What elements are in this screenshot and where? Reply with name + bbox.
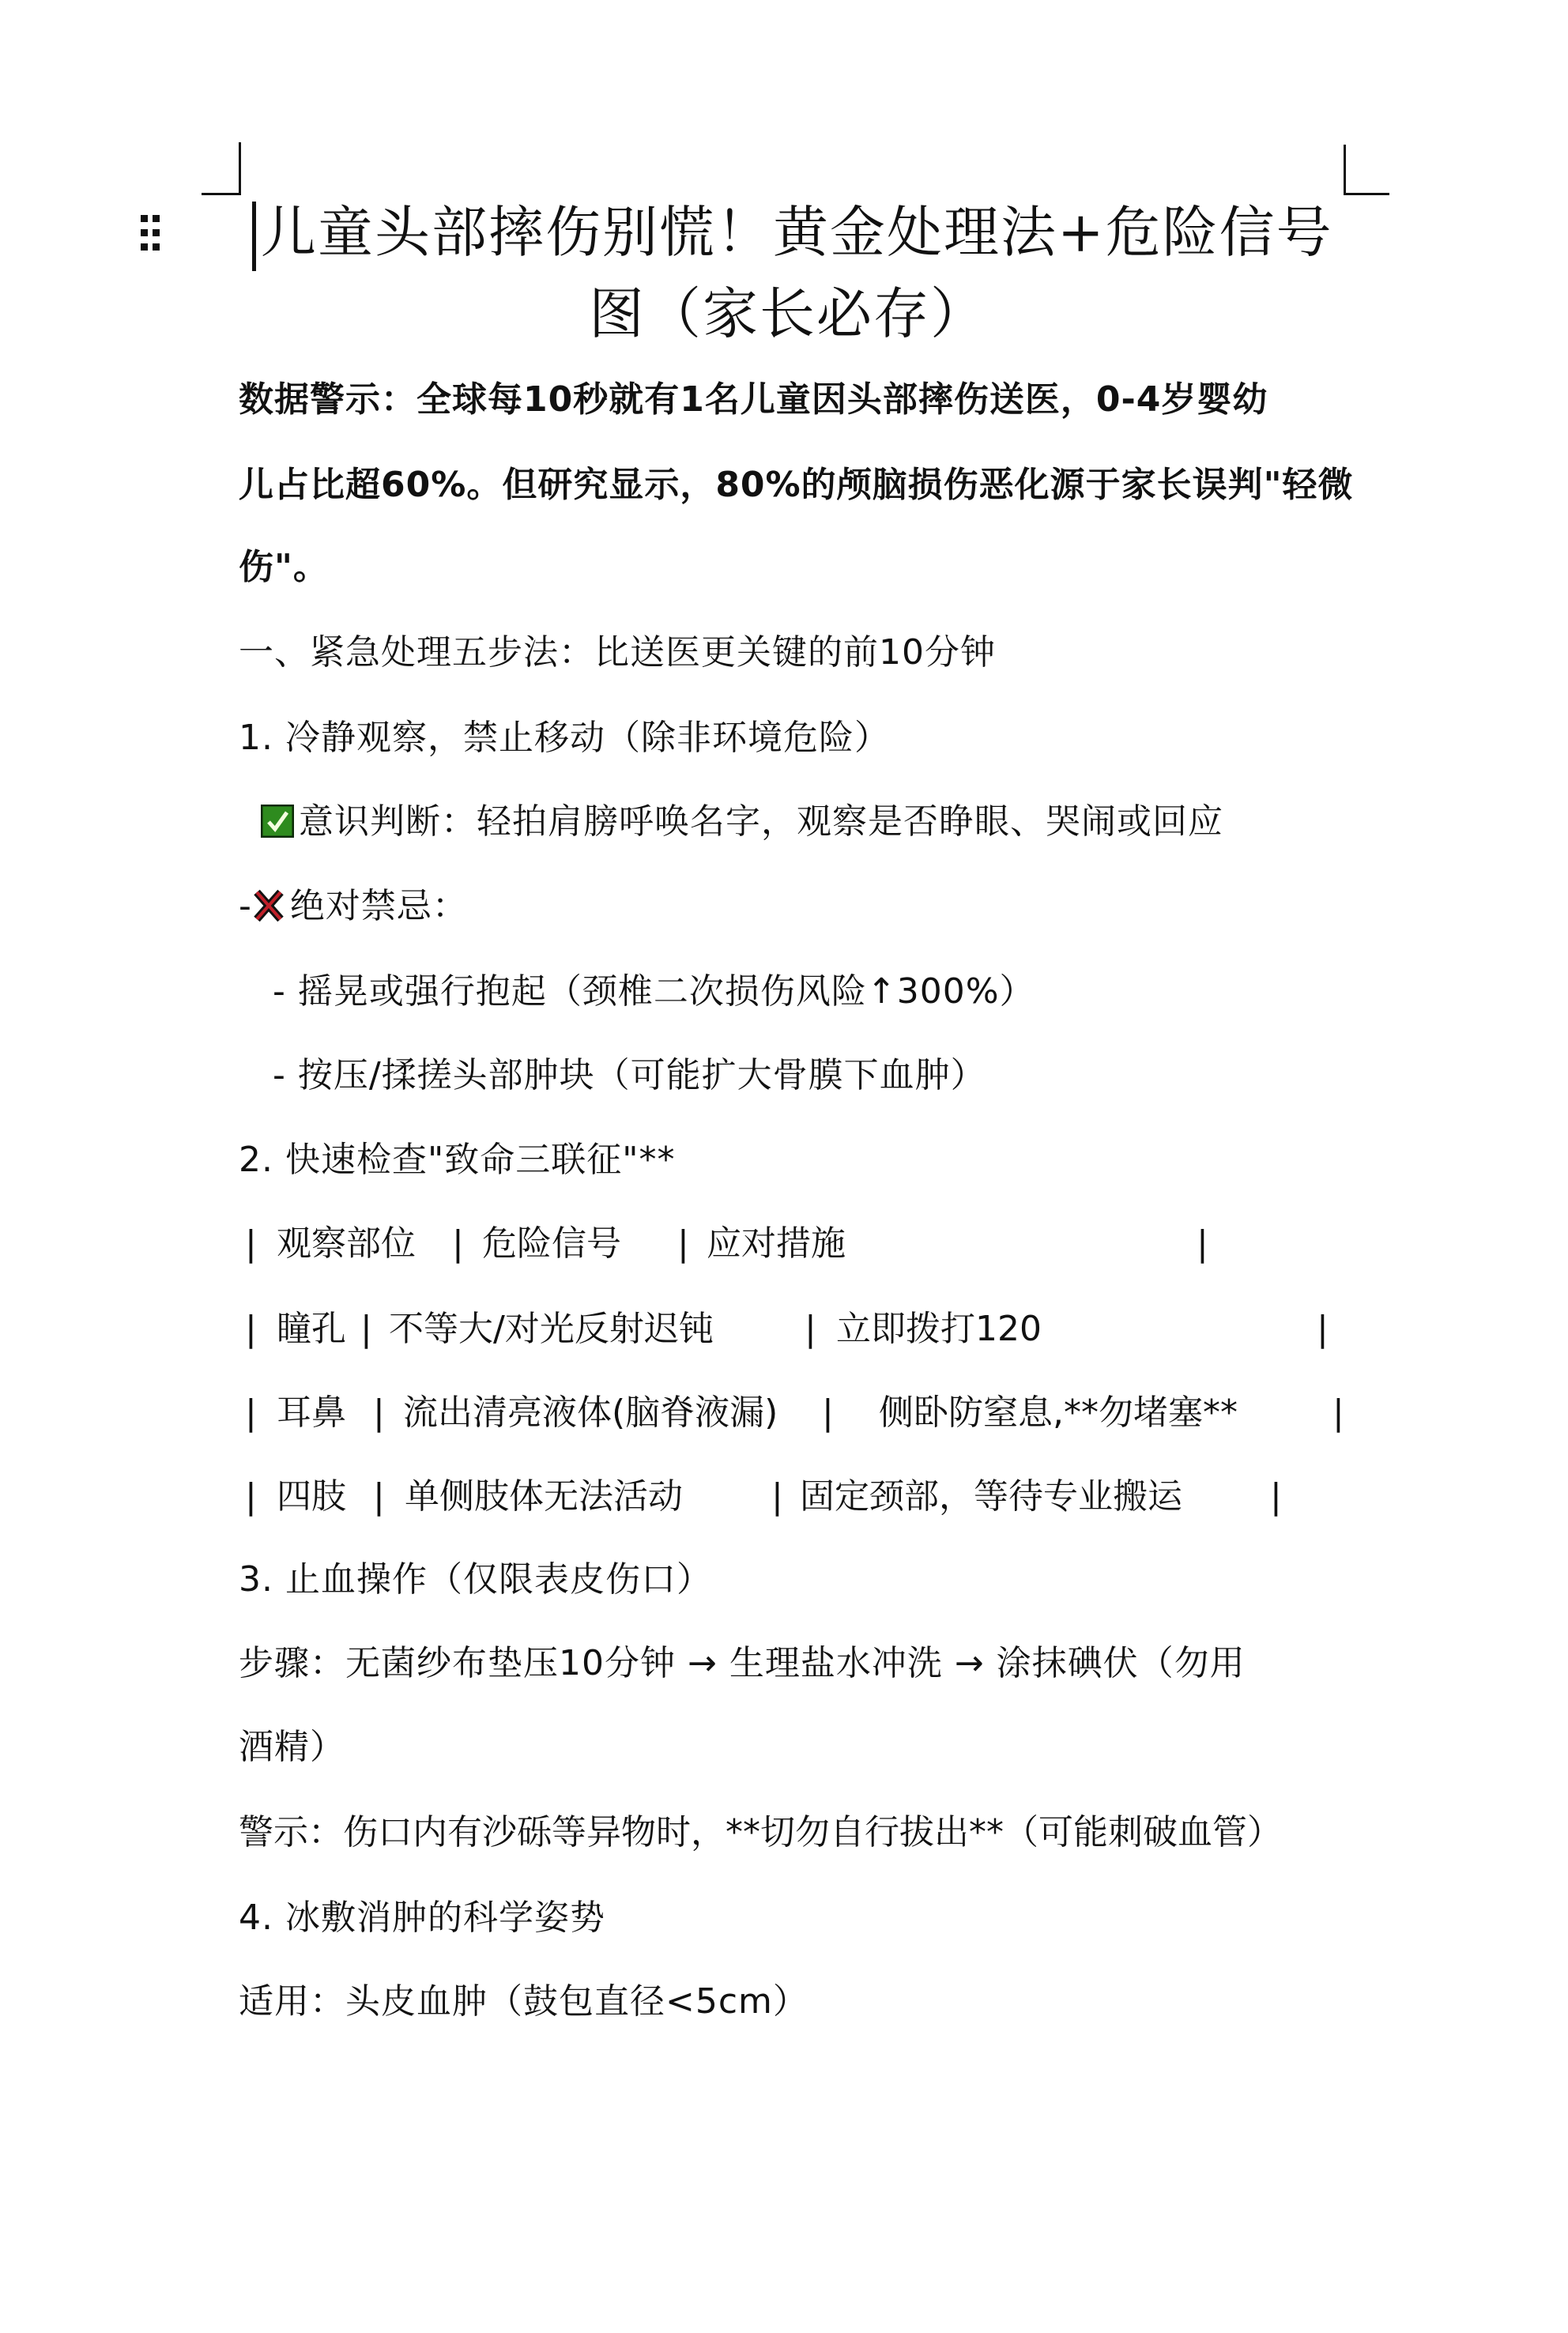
- section-heading: 一、紧急处理五步法：比送医更关键的前10分钟: [239, 632, 996, 673]
- step3-steps-line2: 酒精）: [239, 1727, 345, 1767]
- dash: -: [239, 886, 252, 926]
- check-mark-button-icon: [261, 805, 294, 838]
- step2-title: 2. 快速检查"致命三联征"**: [239, 1140, 676, 1180]
- forbid-item: - 摇晃或强行抱起（颈椎二次损伤风险↑300%）: [273, 971, 1035, 1012]
- step1-check-line: [261, 800, 1223, 844]
- page-corner-mark-left-horizontal: [202, 193, 241, 195]
- forbid-item: - 按压/揉搓头部肿块（可能扩大骨膜下血肿）: [273, 1055, 986, 1095]
- step1-forbid-line: [239, 884, 468, 929]
- table-cell: 固定颈部，等待专业搬运: [800, 1476, 1182, 1517]
- page-corner-mark-right-vertical: [1344, 145, 1346, 195]
- table-cell: 四肢: [277, 1476, 346, 1517]
- check-text: 意识判断：轻拍肩膀呼唤名字，观察是否睁眼、哭闹或回应: [299, 801, 1223, 842]
- table-cell: 侧卧防窒息,**勿堵塞**: [879, 1393, 1238, 1433]
- intro-line1: 数据警示：全球每10秒就有1名儿童因头部摔伤送医，0-4岁婴幼: [239, 379, 1268, 420]
- table-cell: 不等大/对光反射迟钝: [389, 1309, 714, 1349]
- table-cell: 瞳孔: [277, 1309, 346, 1349]
- step3-steps-line1: 步骤：无菌纱布垫压10分钟 → 生理盐水冲洗 → 涂抹碘伏（勿用: [239, 1643, 1246, 1683]
- page-title-line1: 儿童头部摔伤别慌！黄金处理法+危险信号: [261, 200, 1333, 265]
- step3-warning: 警示：伤口内有沙砾等异物时，**切勿自行拔出**（可能刺破血管）: [239, 1812, 1282, 1852]
- intro-line2: 儿占比超60%。但研究显示，80%的颅脑损伤恶化源于家长误判"轻微: [239, 465, 1354, 505]
- drag-handle-icon[interactable]: [141, 215, 161, 251]
- step3-title: 3. 止血操作（仅限表皮伤口）: [239, 1559, 712, 1600]
- cross-mark-icon: [252, 889, 285, 922]
- page-corner-mark-right-horizontal: [1344, 193, 1389, 195]
- intro-line3: 伤"。: [239, 547, 329, 587]
- table-cell: 流出清亮液体(脑脊液漏): [403, 1393, 778, 1433]
- page-title-line2: 图（家长必存）: [589, 281, 987, 346]
- table-cell: 耳鼻: [277, 1393, 346, 1433]
- table-header: 观察部位: [277, 1223, 416, 1264]
- table-header: 危险信号: [482, 1223, 621, 1264]
- table-cell: 立即拨打120: [836, 1309, 1042, 1349]
- table-header: 应对措施: [707, 1223, 846, 1264]
- forbid-text: 绝对禁忌：: [289, 886, 468, 926]
- step4-applies: 适用：头皮血肿（鼓包直径<5cm）: [239, 1981, 808, 2022]
- step1-title: 1. 冷静观察，禁止移动（除非环境危险）: [239, 718, 890, 758]
- table-cell: 单侧肢体无法活动: [405, 1476, 683, 1517]
- page-corner-mark-left-vertical: [239, 142, 241, 194]
- step4-title: 4. 冰敷消肿的科学姿势: [239, 1898, 605, 1938]
- text-cursor: [252, 202, 256, 271]
